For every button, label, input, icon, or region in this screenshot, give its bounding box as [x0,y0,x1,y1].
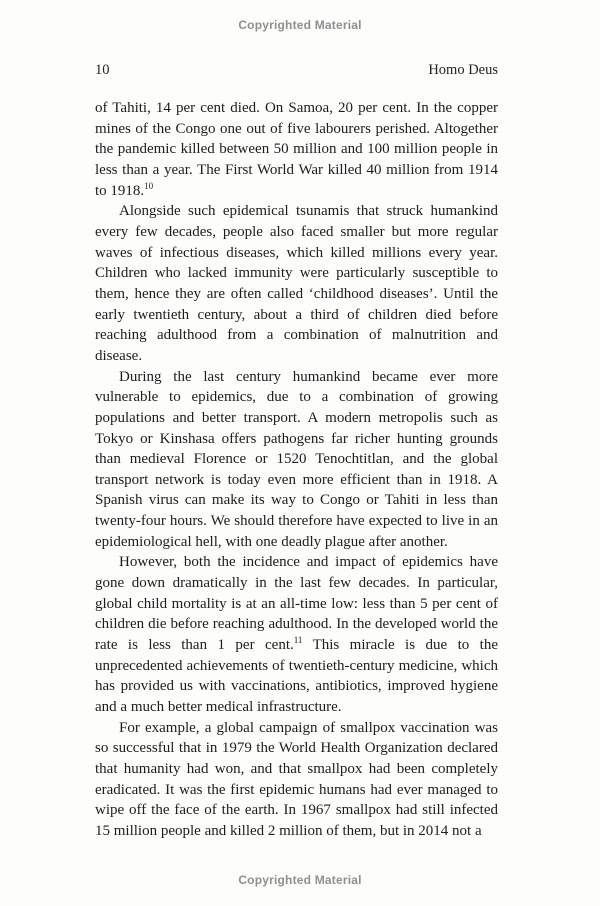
paragraph-1 [95,98,498,201]
running-header [95,62,498,79]
copyright-notice-top: Copyrighted Material [238,18,362,32]
copyright-notice-bottom: Copyrighted Material [238,873,362,887]
paragraph-4-text-before: However, both the incidence and impact of epidemics have gone down dramatically in the last few decades. In particular, global child mortality is at an all-time low: less than 5 per cent of children die before reaching adulthood. In the developed world the rate is less than 1 per cent. [95,554,498,654]
paragraph-4-text-after: This miracle is due to the unprecedented achievements of twentieth-century medicine, which has provided us with vaccinations, antibiotics, improved hygiene and a much better medical infrastructure. [95,637,498,716]
paragraph-3 [95,367,498,553]
paragraph-3-text: During the last century humankind became ever more vulnerable to epidemics, due to a combination of growing populations and better transport. A modern metropolis such as Tokyo or Kinshasa offers pathogens far richer hunting grounds than medieval Florence or 1520 Tenochtitlan, and the global transport network is today even more efficient than in 1918. A Spanish virus can make its way to Congo or Tahiti in less than twenty-four hours. We should therefore have expected to live in an epidemiological hell, with one deadly plague after another. [95,368,498,550]
body-text [95,98,498,842]
paragraph-5 [95,718,498,842]
paragraph-2-text: Alongside such epidemical tsunamis that struck humankind every few decades, people also faced smaller but more regular waves of infectious diseases, which killed millions every year. Children who lacked immunity were particularly susceptible to them, hence they are often called ‘childhood diseases’. Until the early twentieth century, about a third of children died before reaching adulthood from a combination of malnutrition and disease. [95,203,498,364]
paragraph-5-text: For example, a global campaign of smallpox vaccination was so successful that in 1979 the World Health Organization declared that humanity had won, and that smallpox had been completely eradicated. It was the first epidemic humans had ever managed to wipe off the face of the earth. In 1967 smallpox had still infected 15 million people and killed 2 million of them, but in 2014 not a [95,719,498,839]
footnote-ref-11: 11 [293,635,303,646]
page-number: 10 [95,62,110,78]
paragraph-2 [95,201,498,366]
running-title: Homo Deus [428,62,498,78]
footnote-ref-10: 10 [144,180,154,191]
paragraph-1-text: of Tahiti, 14 per cent died. On Samoa, 20 per cent. In the copper mines of the Congo one out of five labourers perished. Altogether the pandemic killed between 50 million and 100 million people in less than a year. The First World War killed 40 million from 1914 to 1918. [95,100,498,199]
paragraph-4 [95,552,498,717]
